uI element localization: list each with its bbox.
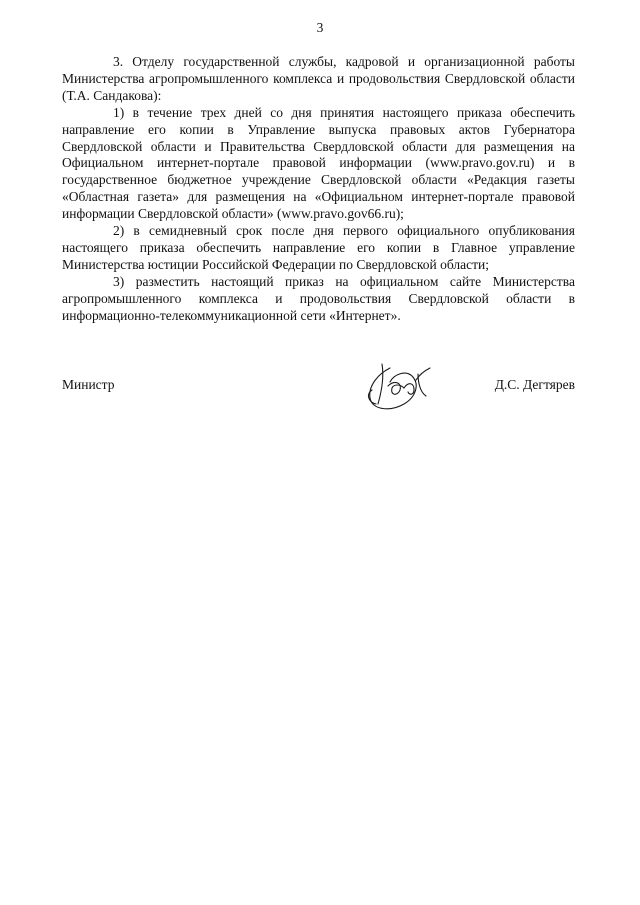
order-body (62, 54, 575, 325)
paragraph-subitem-1: 1) в течение трех дней со дня принятия настоящего приказа обеспечить направление его копии в Управление выпуска правовых актов Губернатора Свердловской области и Правительства Свердловской области для размещения на Официальном интернет-портале правовой информации (www.pravo.gov.ru) и в государственное бюджетное учреждение Свердловской области «Редакция газеты «Областная газета» для размещения на «Официальном интернет-портале правовой информации Свердловской области» (www.pravo.gov66.ru); (62, 104, 575, 222)
signatory-title: Министр (62, 377, 115, 392)
handwritten-signature (360, 360, 440, 416)
paragraph-subitem-2: 2) в семидневный срок после дня первого официального опубликования настоящего приказа обеспечить направление его копии в Главное управление Министерства юстиции Российской Федерации по Свердловской области; (62, 223, 575, 272)
paragraph-subitem-3: 3) разместить настоящий приказ на официальном сайте Министерства агропромышленного комплекса и продовольствия Свердловской области в информационно-телекоммуникационной сети «Интернет». (62, 273, 575, 323)
signature-block (62, 360, 575, 420)
paragraph-item-3: 3. Отделу государственной службы, кадровой и организационной работы Министерства агропромышленного комплекса и продовольствия Свердловской области (Т.А. Сандакова): (62, 54, 575, 103)
signatory-name: Д.С. Дегтярев (494, 377, 575, 392)
page-number: 3 (316, 20, 324, 35)
